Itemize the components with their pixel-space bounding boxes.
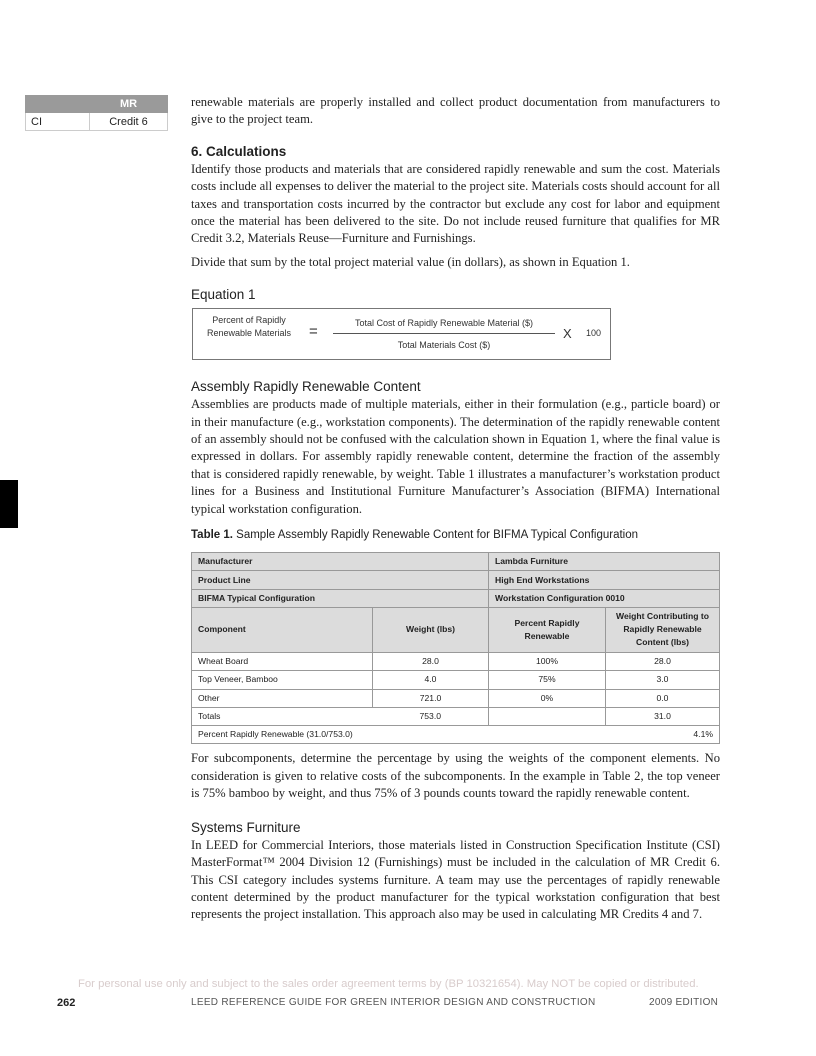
footer-watermark: For personal use only and subject to the sales order agreement terms by (BP 10321654). May NOT be copied or distributed.: [78, 978, 699, 990]
credit-tab: [25, 95, 168, 131]
totals-row: [192, 707, 720, 725]
calculations-heading: 6. Calculations: [191, 143, 287, 159]
cell: 4.1%: [606, 726, 720, 744]
column-header: Weight Contributing to Rapidly Renewable Content (lbs): [606, 607, 720, 652]
cell: 100%: [489, 652, 606, 670]
table-row: [192, 553, 720, 571]
equation-box: [192, 308, 611, 360]
cell: Totals: [192, 707, 373, 725]
cell: Product Line: [192, 571, 489, 589]
cell: 0%: [489, 689, 606, 707]
footer-title: LEED REFERENCE GUIDE FOR GREEN INTERIOR DESIGN AND CONSTRUCTION: [191, 997, 596, 1008]
equals-sign: =: [309, 323, 318, 341]
cell: Workstation Configuration 0010: [489, 589, 720, 607]
cell: High End Workstations: [489, 571, 720, 589]
cell: 75%: [489, 671, 606, 689]
credit-number: Credit 6: [109, 116, 148, 128]
subcomponents-paragraph: For subcomponents, determine the percentage by using the weights of the component elements. No consideration is given to relative costs of the subcomponents. In the example in Table 2, the top veneer is 75% bamboo by weight, and thus 75% of 3 pounds counts toward the rapidly renewable content.: [191, 751, 720, 801]
systems-heading: Systems Furniture: [191, 819, 301, 835]
intro-paragraph: renewable materials are properly installed and collect product documentation from manufacturers to give to the project team.: [191, 95, 720, 127]
page-number: 262: [57, 997, 76, 1009]
cell: 28.0: [606, 652, 720, 670]
table-row: [192, 671, 720, 689]
cell: Manufacturer: [192, 553, 489, 571]
times-sign: X: [563, 326, 572, 342]
caption-label: Table 1.: [191, 529, 233, 542]
table-caption: [191, 528, 720, 542]
caption-text: Sample Assembly Rapidly Renewable Content for BIFMA Typical Configuration: [232, 529, 639, 542]
credit-category: MR: [25, 95, 168, 113]
cell: 0.0: [606, 689, 720, 707]
cell: Top Veneer, Bamboo: [192, 671, 373, 689]
cell: 31.0: [606, 707, 720, 725]
table-header-row: [192, 607, 720, 652]
cell: Other: [192, 689, 373, 707]
column-header: Percent Rapidly Renewable: [489, 607, 606, 652]
cell: BIFMA Typical Configuration: [192, 589, 489, 607]
cell: Percent Rapidly Renewable (31.0/753.0): [192, 726, 606, 744]
table-row: [192, 652, 720, 670]
cell: Wheat Board: [192, 652, 373, 670]
cell: Lambda Furniture: [489, 553, 720, 571]
cell: 721.0: [373, 689, 489, 707]
equation-factor: 100: [586, 328, 602, 339]
divide-paragraph: Divide that sum by the total project material value (in dollars), as shown in Equation 1.: [191, 254, 630, 269]
column-header: Weight (lbs): [373, 607, 489, 652]
cell: [489, 707, 606, 725]
equation-numerator: Total Cost of Rapidly Renewable Material ($): [333, 318, 555, 334]
equation-denominator: Total Materials Cost ($): [397, 340, 491, 351]
footer-edition: 2009 EDITION: [649, 997, 719, 1008]
systems-paragraph: In LEED for Commercial Interiors, those materials listed in Construction Specification Institute (CSI) MasterFormat™ 2004 Division 12 (Furnishings) must be included in the calculation of MR Credit 6. This CSI category includes systems furniture. A team may use the percentages of rapidly renewable content determined by the product manufacturer for the typical workstation configuration that best represents the project installation. This approach also may be used in calculating MR Credits 4 and 7.: [191, 837, 720, 922]
equation-title: Equation 1: [191, 287, 256, 303]
cell: 3.0: [606, 671, 720, 689]
rating-system: CI: [26, 113, 90, 130]
renewable-content-table: [191, 552, 720, 744]
cell: 753.0: [373, 707, 489, 725]
assembly-paragraph: Assemblies are products made of multiple materials, either in their formulation (e.g., particle board) or in their manufacture (e.g., workstation components). The determination of the rapidly renewable content of an assembly should not be confused with the calculation shown in Equation 1, where the final value is expressed in dollars. For assembly rapidly renewable content, determine the fraction of the assembly that is considered rapidly renewable, by weight. Table 1 illustrates a manufacturer’s workstation product lines for a Business and Institutional Furniture Manufacturer’s Association (BIFMA) International typical workstation configuration.: [191, 397, 720, 516]
table-row: [192, 571, 720, 589]
calculations-paragraph: Identify those products and materials that are considered rapidly renewable and sum the cost. Materials costs include all expenses to deliver the material to the project site. Materials costs should account for all taxes and transportation costs incurred by the contractor but exclude any cost for labor and equipment once the material has been delivered to the site. Do not include reused furniture that qualifies for MR Credit 3.2, Materials Reuse—Furniture and Furnishings.: [191, 161, 720, 246]
table-row: [192, 689, 720, 707]
section-marker: [0, 480, 18, 528]
column-header: Component: [192, 607, 373, 652]
cell: 4.0: [373, 671, 489, 689]
cell: 28.0: [373, 652, 489, 670]
assembly-heading: Assembly Rapidly Renewable Content: [191, 379, 421, 395]
table-row: [192, 589, 720, 607]
percent-row: [192, 726, 720, 744]
equation-lhs: Percent of Rapidly Renewable Materials: [206, 315, 292, 339]
main-column: [191, 94, 720, 924]
